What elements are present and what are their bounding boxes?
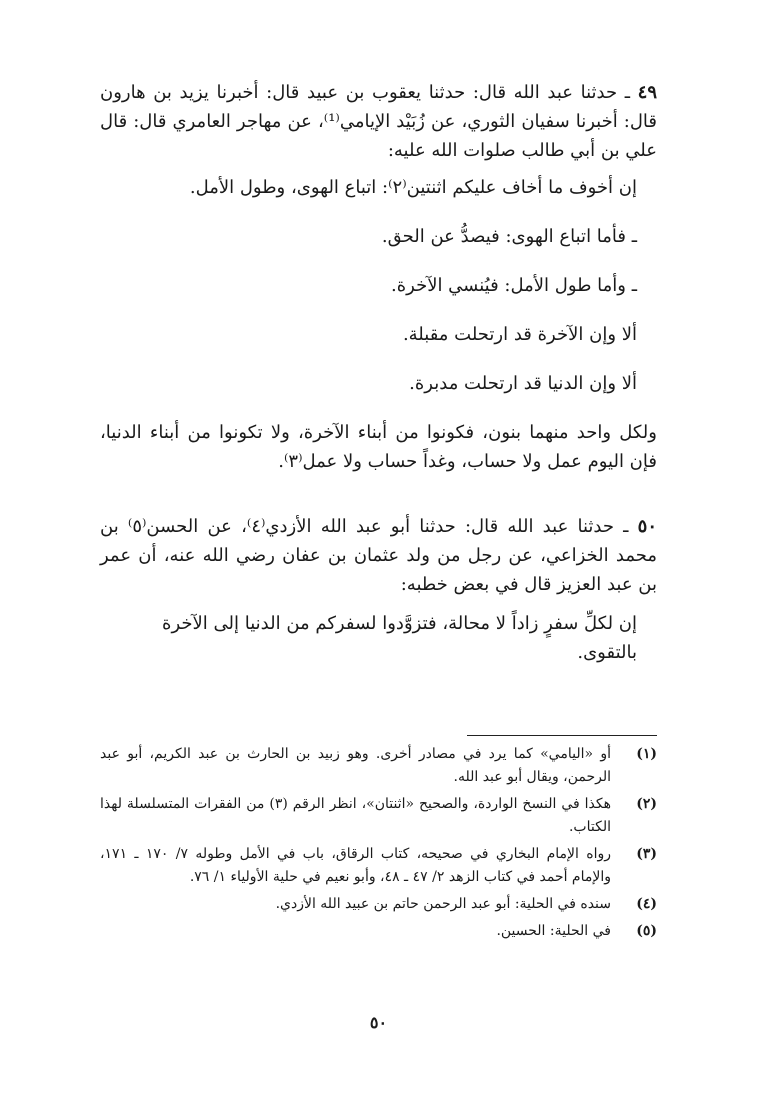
- narration-49-text: ـ حدثنا عبد الله قال: حدثنا يعقوب بن عبيد قال: أخبرنا يزيد بن هارون قال: أخبرنا سفيان الثوري، عن زُبَيْد الإيامي⁽¹⁾، عن مهاجر العامري قال: قال علي بن أبي طالب صلوات الله عليه:: [100, 82, 658, 161]
- footnote-item: [100, 793, 657, 839]
- quote-line-3: ـ وأما طول الأمل: فيُنسي الآخرة.: [390, 275, 637, 296]
- footnote-number: (٢): [636, 796, 657, 812]
- footnote-text: في الحلية: الحسين.: [496, 923, 611, 939]
- quote-line-2: ـ فأما اتباع الهوى: فيصدُّ عن الحق.: [381, 226, 637, 247]
- footnote-divider: [467, 735, 657, 736]
- quote-line-5: ألا وإن الدنيا قد ارتحلت مدبرة.: [409, 373, 637, 394]
- hadith-number-49: ٤٩: [637, 82, 657, 103]
- quote-line-6: إن لكلِّ سفرٍ زاداً لا محالة، فتزوَّدوا لسفركم من الدنيا إلى الآخرة بالتقوى.: [162, 613, 637, 663]
- footnote-text: أو «اليامي» كما يرد في مصادر أخرى. وهو زبيد بن الحارث بن عبد الكريم، أبو عبد الرحمن، ويقال أبو عبد الله.: [100, 746, 611, 785]
- footnote-text: سنده في الحلية: أبو عبد الرحمن حاتم بن عبيد الله الأزدي.: [275, 896, 611, 912]
- footnote-text: هكذا في النسخ الواردة، والصحيح «اثنتان»، انظر الرقم (٣) من الفقرات المتسلسلة لهذا الكتاب.: [100, 796, 612, 835]
- page-number: ٥٠: [369, 1013, 388, 1032]
- footnote-number: (٣): [636, 846, 657, 862]
- footnote-number: (٥): [636, 923, 657, 939]
- narration-50: [100, 512, 657, 599]
- footnote-text: رواه الإمام البخاري في صحيحه، كتاب الرقاق، باب في الأمل وطوله ٧/ ١٧٠ ـ ١٧١، والإمام أحمد في كتاب الزهد ٢/ ٤٧ ـ ٤٨، وأبو نعيم في حلية الأولياء ١/ ٧٦.: [100, 846, 611, 885]
- footnote-item: [100, 743, 657, 789]
- hadith-number-50: ٥٠: [637, 516, 657, 537]
- narration-49-closing: ولكل واحد منهما بنون، فكونوا من أبناء الآخرة، ولا تكونوا من أبناء الدنيا، فإن اليوم عمل ولا حساب، وغداً حساب ولا عمل⁽٣⁾.: [100, 422, 657, 472]
- footnote-item: [100, 843, 657, 889]
- footnotes: [100, 743, 657, 947]
- footnote-number: (١): [636, 746, 657, 762]
- narration-49: [100, 78, 657, 165]
- quote-line-4: ألا وإن الآخرة قد ارتحلت مقبلة.: [402, 324, 637, 345]
- quote-line-1: إن أخوف ما أخاف عليكم اثنتين⁽٢⁾: اتباع الهوى، وطول الأمل.: [189, 177, 637, 198]
- footnote-item: [100, 920, 657, 943]
- narration-50-text: ـ حدثنا عبد الله قال: حدثنا أبو عبد الله الأزدي⁽٤⁾، عن الحسن⁽٥⁾ بن محمد الخزاعي، عن رجل من ولد عثمان بن عفان رضي الله عنه، أن عمر بن عبد العزيز قال في بعض خطبه:: [100, 516, 657, 595]
- footnote-number: (٤): [636, 896, 657, 912]
- main-text: [100, 78, 657, 667]
- footnote-item: [100, 893, 657, 916]
